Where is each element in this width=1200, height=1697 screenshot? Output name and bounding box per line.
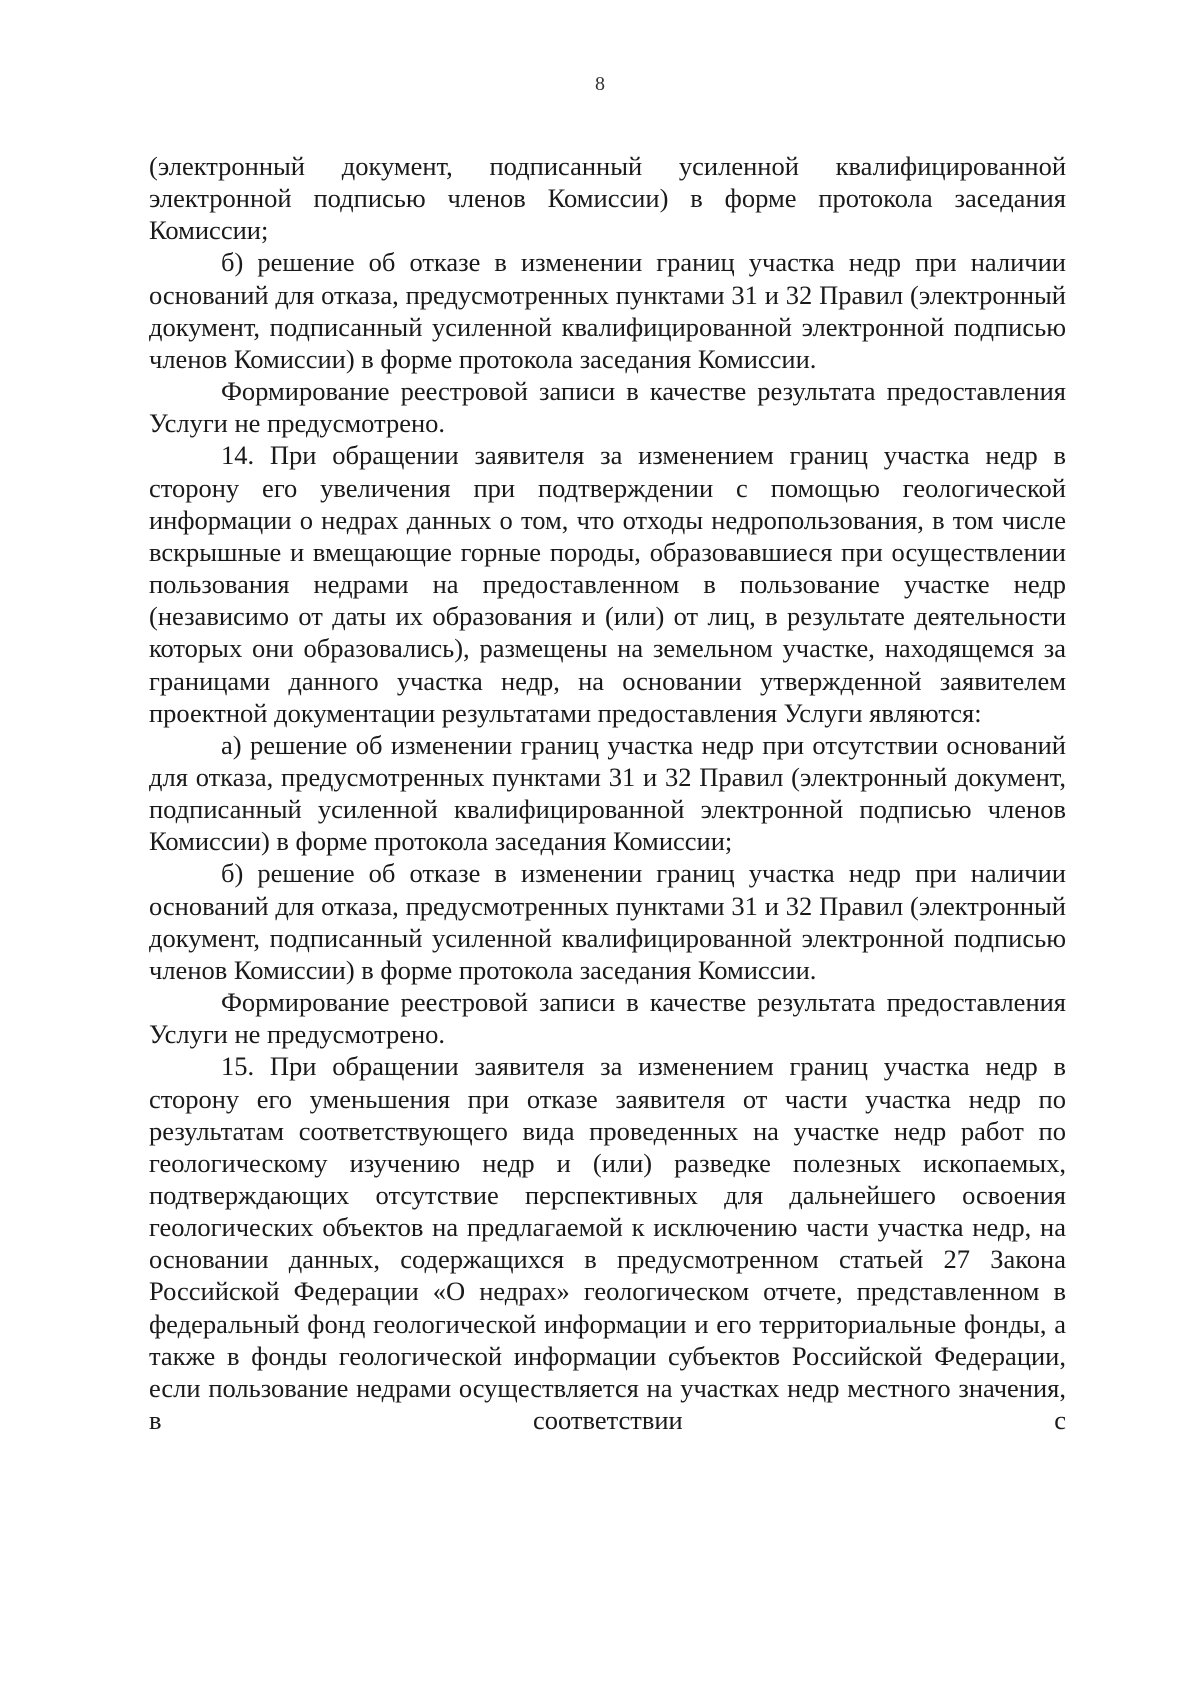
paragraph-registry-note: Формирование реестровой записи в качестве результата предоставления Услуги не предусмотрено.: [149, 376, 1066, 439]
paragraph-item-a: а) решение об изменении границ участка недр при отсутствии оснований для отказа, предусмотренных пунктами 31 и 32 Правил (электронный документ, подписанный усиленной квалифицированной электронной подписью членов Комиссии) в форме протокола заседания Комиссии;: [149, 729, 1066, 857]
paragraph-continuation: (электронный документ, подписанный усиленной квалифицированной электронной подписью членов Комиссии) в форме протокола заседания Комиссии;: [149, 151, 1066, 246]
paragraph-14: 14. При обращении заявителя за изменением границ участка недр в сторону его увеличения при подтверждении с помощью геологической информации о недрах данных о том, что отходы недропользования, в том числе вскрышные и вмещающие горные породы, образовавшиеся при осуществлении пользования недрами на предоставленном в пользование участке недр (независимо от даты их образования и (или) от лиц, в результате деятельности которых они образовались), размещены на земельном участке, находящемся за границами данного участка недр, на основании утвержденной заявителем проектной документации результатами предоставления Услуги являются:: [149, 440, 1066, 728]
paragraph-item-b-2: б) решение об отказе в изменении границ участка недр при наличии оснований для отказа, предусмотренных пунктами 31 и 32 Правил (электронный документ, подписанный усиленной квалифицированной электронной подписью членов Комиссии) в форме протокола заседания Комиссии.: [149, 858, 1066, 985]
paragraph-item-b: б) решение об отказе в изменении границ участка недр при наличии оснований для отказа, предусмотренных пунктами 31 и 32 Правил (электронный документ, подписанный усиленной квалифицированной электронной подписью членов Комиссии) в форме протокола заседания Комиссии.: [149, 247, 1066, 374]
paragraph-registry-note-2: Формирование реестровой записи в качестве результата предоставления Услуги не предусмотрено.: [149, 987, 1066, 1050]
paragraph-15: 15. При обращении заявителя за изменением границ участка недр в сторону его уменьшения при отказе заявителя от части участка недр по результатам соответствующего вида проведенных на участке недр работ по геологическому изучению недр и (или) разведке полезных ископаемых, подтверждающих отсутствие перспективных для дальнейшего освоения геологических объектов на предлагаемой к исключению части участка недр, на основании данных, содержащихся в предусмотренном статьей 27 Закона Российской Федерации «О недрах» геологическом отчете, представленном в федеральный фонд геологической информации и его территориальные фонды, а также в фонды геологической информации субъектов Российской Федерации, если пользование недрами осуществляется на участках недр местного значения, в соответствии с: [149, 1051, 1066, 1436]
document-body: [149, 150, 1066, 1436]
page-number: 8: [595, 73, 605, 95]
